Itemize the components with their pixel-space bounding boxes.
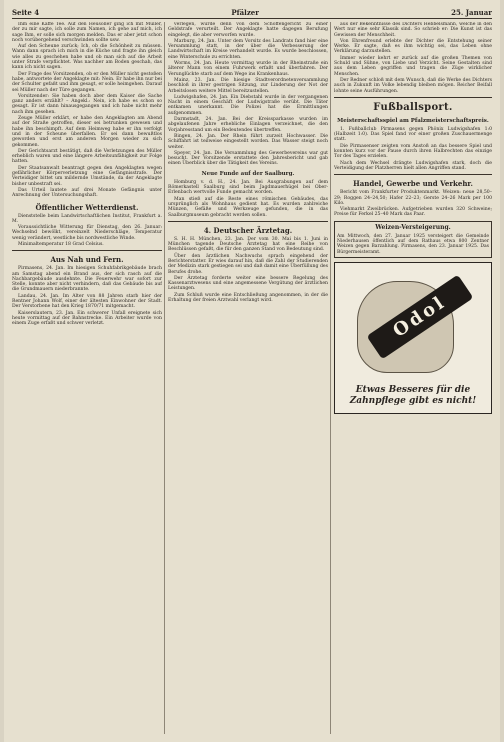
news-heading: Aus Nah und Fern. bbox=[50, 255, 124, 265]
aerztetag-paragraph: S. H. H. München, 23. Jan. Der vom 30. Mai bis 1. Juni in München tagende Deutsche Ärztetag hat eine Reihe von Beschlüssen gefaßt, die für den ganzen Stand von Bedeutung sind. bbox=[168, 236, 328, 253]
news-paragraph: Kaiserslautern, 23. Jan. Ein schwerer Unfall ereignete sich heute vormittag auf der Bahnstrecke. Ein Arbeiter wurde von einem Zuge erfaßt und schwer verletzt. bbox=[12, 310, 162, 327]
divider bbox=[334, 97, 492, 98]
page-header bbox=[12, 6, 492, 19]
article-paragraph: Der Frage des Vorsitzenden, ob er den Müller nicht gestoßen habe, antwortete der Angeklagte mit: Nein. Er habe ihn nur bei der Schulter gefaßt und ihm gesagt, er solle heimgehen. Darauf sei Müller nach der Türe gegangen. bbox=[12, 71, 162, 93]
divider bbox=[168, 221, 328, 222]
article-paragraph: Ludwigshafen, 24. Jan. Ein Diebstahl wurde in der vergangenen Nacht in einem Geschäft der Ludwigstraße verübt. Die Täter entkamen unerkannt. Die Polizei hat die Ermittlungen aufgenommen. bbox=[168, 94, 328, 116]
article-paragraph: Zeuge Müller erklärt, er habe den Angeklagten am Abend auf der Straße getroffen, dieser sei betrunken gewesen und habe ihn beschimpft. Auf dem Heimweg habe er ihn verfolgt und in der Scheune überfallen. Er sei dann bewußtlos geworden und erst am anderen Morgen wieder zu sich gekommen. bbox=[12, 116, 162, 148]
saalburg-paragraph: Homburg v. d. H., 24. Jan. Bei Ausgrabungen auf dem Römerkastell Saalburg sind beim Jagdmauerhügel bei Ober-Erlenbach wertvolle Funde gemacht worden. bbox=[168, 179, 328, 196]
column-right bbox=[334, 22, 492, 734]
weather-paragraph: Dienststelle beim Landwirtschaftlichen Institut, Frankfurt a. M. bbox=[12, 213, 162, 224]
article-paragraph: Ihm eine Kaffe Tee. Auf den Heusöller ging ich mit Müller, der zu mir sagte, ich solle zum Namen, ich gehe auf mich, ich sage Ihm, er solle sich morgen melden. Das er aber jetzt schon noch vorübergehend verschwinden sollte usw. bbox=[12, 22, 162, 43]
article-paragraph: Worms, 24. Jan. Heute vormittag wurde in der Rheinstraße ein älterer Mann von einem Fuhrwerk erfaßt und überfahren. Der Verunglückte starb auf dem Wege ins Krankenhaus. bbox=[168, 61, 328, 77]
column-middle bbox=[168, 22, 328, 734]
weather-paragraph: Minimaltemperatur 18 Grad Celsius. bbox=[18, 241, 104, 247]
header-date: 25. Januar bbox=[451, 7, 492, 17]
article-paragraph: aus der Bekenntnisse des Dichters Hebbelsmann, welche in den Wert nur eine sehr Klassik sind. So schrieb er: Die Kunst ist das Gewissen der Menschheit. bbox=[334, 22, 492, 38]
article-paragraph: Das Urteil lautete auf drei Monate Gefängnis unter Anrechnung der Untersuchungshaft. bbox=[12, 187, 162, 199]
aerztetag-paragraph: Über den ärztlichen Nachwuchs sprach eingehend der Berichterstatter. Er wies darauf hin, daß die Zahl der Studierenden der Medizin stark gestiegen sei und daß damit eine Überfüllung des Berufes drohe. bbox=[168, 253, 328, 275]
divider bbox=[12, 250, 162, 251]
sport-subheading: Meisterschaftsspiel am Pfalzmeisterschaftspreis. bbox=[337, 117, 489, 124]
auction-notice-text: Am Mittwoch, den 27. Januar 1925 versteigert die Gemeinde Niederhausen öffentlich auf dem Rathaus etwa 800 Zentner Weizen gegen Barzahlung. Pirmasens, den 23. Januar 1925. Das Bürgermeisteramt. bbox=[337, 233, 489, 255]
aerztetag-heading: 4. Deutscher Ärztetag. bbox=[203, 225, 293, 235]
article-paragraph: Bingen, 24. Jan. Der Rhein führt zurzeit Hochwasser. Die Schiffahrt ist teilweise eingestellt worden. Das Wasser steigt noch weiter. bbox=[168, 133, 328, 150]
newspaper-page bbox=[4, 0, 500, 742]
aerztetag-paragraph: Zum Schluß wurde eine Entschließung angenommen, in der die Erhaltung der freien Arztwahl verlangt wird. bbox=[168, 292, 328, 304]
article-paragraph: Der Staatsanwalt beantragt gegen den Angeklagten wegen gefährlicher Körperverletzung eine Gefängnisstrafe. Der Verteidiger bittet um mildernde Umstände, da der Angeklagte bisher unbestraft sei. bbox=[12, 165, 162, 187]
aerztetag-paragraph: Der Ärztetag forderte weiter eine bessere Regelung des Kassenarztwesens und eine angemessene Vergütung der ärztlichen Leistungen. bbox=[168, 275, 328, 292]
sport-paragraph: Die Pirmasenser zeigten vom Anstoß an das bessere Spiel und konnten kurz vor der Pause durch ihren Halbrechten das einzige Tor des Tages erzielen. bbox=[334, 143, 492, 160]
header-paper-name: Pfälzer bbox=[231, 7, 259, 17]
article-paragraph: Marburg, 24. Jan. Unter dem Vorsitz des Landrats fand hier eine Versammlung statt, in der über die Verbesserung der Landwirtschaft im Kreise verhandelt wurde. Es wurde beschlossen, eine Winterschule zu errichten. bbox=[168, 38, 328, 60]
article-paragraph: Immer wieder kehrt er zurück auf die großen Themen von Schuld und Sühne, von Liebe und Verzicht. Seine Gestalten sind aus dem Leben gegriffen und tragen die Züge wirklicher Menschen. bbox=[334, 55, 492, 77]
sport-paragraph: Nach dem Wechsel drängte Ludwigshafen stark, doch die Verteidigung der Platzherren hielt allen Angriffen stand. bbox=[334, 160, 492, 171]
weather-heading: Öffentlicher Wetterdienst. bbox=[35, 202, 139, 212]
market-paragraph: Bericht vom Frankfurter Produktenmarkt. Weizen: neue 28,50–29; Roggen 24–24,50; Hafer 22–23; Gerste 24–26 Mark per 100 Kilo. bbox=[334, 190, 492, 206]
header-page-number: Seite 4 bbox=[12, 7, 40, 17]
market-paragraph: Viehmarkt Zweibrücken. Aufgetrieben wurden 320 Schweine; Preise für Ferkel 25–40 Mark das Paar. bbox=[334, 207, 492, 218]
auction-notice-title: Weizen-Versteigerung. bbox=[375, 223, 451, 231]
article-paragraph: Auf den Scheune zurück; Ich, ob die Schönheit zu müssen. Wann dann sprach ich mich in die Küche und fragte ihn gleich wie alles zu geschehen habe und ob man sich auf die Arbeit unter Strafe verpflichtet. Was nachher am Boden geschah, das kann ich nicht sagen. bbox=[12, 44, 162, 71]
news-paragraph: Landau, 24. Jan. Im Alter von 88 Jahren starb hier der Rentner Johann Wolf, einer der ältesten Einwohner der Stadt. Der Verstorbene hat den Krieg 1870/71 mitgemacht. bbox=[12, 293, 162, 310]
article-paragraph: Der Redner schloß mit dem Wunsch, daß die Werke des Dichters auch in Zukunft im Volke lebendig bleiben mögen. Reicher Beifall lohnte seine Ausführungen. bbox=[334, 77, 492, 94]
article-paragraph: Darmstadt, 24. Jan. Bei der Kreissparkasse wurden im abgelaufenen Jahre erhebliche Einlagen verzeichnet, die den Vorjahresstand um ein Bedeutendes übertreffen. bbox=[168, 117, 328, 133]
article-paragraph: Speyer, 24. Jan. Die Versammlung des Gewerbevereins war gut besucht. Der Vorsitzende erstattete den Jahresbericht und gab einen Überblick über die Tätigkeit des Vereins. bbox=[168, 150, 328, 167]
article-paragraph: verlegen, wurde denn von dem Schöffengericht zu einer Geldstrafe verurteilt. Der Angeklagte hatte dagegen Berufung eingelegt, die aber verworfen wurde. bbox=[168, 22, 328, 38]
weather-paragraph: Voraussichtliche Witterung für Dienstag, den 26. Januar: Wechselnd bewölkt, vereinzelt Niederschläge, Temperatur wenig verändert, westliche bis nordwestliche Winde. bbox=[12, 225, 162, 241]
odol-slogan: Etwas Besseres für die Zahnpflege gibt es nicht! bbox=[349, 384, 477, 406]
news-paragraph: Pirmasens, 24. Jan. Im hiesigen Schuhfabrikgebäude brach am Samstag abend ein Brand aus, der sich rasch auf die Nachbargebäude ausdehnte. Die Feuerwehr war sofort zur Stelle, konnte aber nicht verhindern, daß das Gebäude bis auf die Grundmauern niederbrannte. bbox=[12, 266, 162, 293]
article-paragraph: Mainz, 23. Jan. Die hiesige Stadtverordnetenversammlung beschloß in ihrer gestrigen Sitzung, zur Linderung der Not der Arbeitslosen weitere Mittel bereitzustellen. bbox=[168, 77, 328, 94]
market-heading: Handel, Gewerbe und Verkehr. bbox=[353, 179, 473, 189]
sport-paragraph: 1. Fußballclub Pirmasens gegen Phönix Ludwigshafen 1:0 (Halbzeit 1:0). Das Spiel fand vor einer großen Zuschauermenge statt. bbox=[334, 126, 492, 143]
saalburg-paragraph: Man stieß auf die Reste eines römischen Gebäudes, das ursprünglich als Wohnhaus gedient hat. Es wurden zahlreiche Münzen, Gefäße und Werkzeuge gefunden, die in das Saalburgmuseum gebracht werden sollen. bbox=[168, 196, 328, 218]
auction-notice bbox=[334, 221, 492, 258]
odol-bottle-logo: Odol bbox=[367, 275, 474, 360]
sport-heading: Fußballsport. bbox=[373, 101, 453, 113]
column-left bbox=[12, 22, 162, 734]
article-paragraph: Von Ehrenfreund erlebte der Dichter die Entstehung seiner Werke. Er sagte, daß es ihm wichtig sei, das Leben ohne Verklärung darzustellen. bbox=[334, 38, 492, 55]
divider bbox=[334, 174, 492, 175]
column-rule bbox=[330, 22, 331, 734]
saalburg-heading: Neue Funde auf der Saalburg. bbox=[201, 170, 295, 177]
odol-advertisement bbox=[334, 262, 492, 414]
article-paragraph: Der Gerichtsarzt bestätigt, daß die Verletzungen des Müller erheblich waren und eine längere Arbeitsunfähigkeit zur Folge hatten. bbox=[12, 148, 162, 165]
article-paragraph: Vorsitzender: Sie haben doch aber dem Kaiser die Sache ganz anders erzählt? – Angekl.: Nein, ich habe es schon so gesagt. Er ist dann hinausgegangen und ich habe nicht mehr nach ihm gesehen. bbox=[12, 93, 162, 115]
column-rule bbox=[164, 22, 165, 734]
